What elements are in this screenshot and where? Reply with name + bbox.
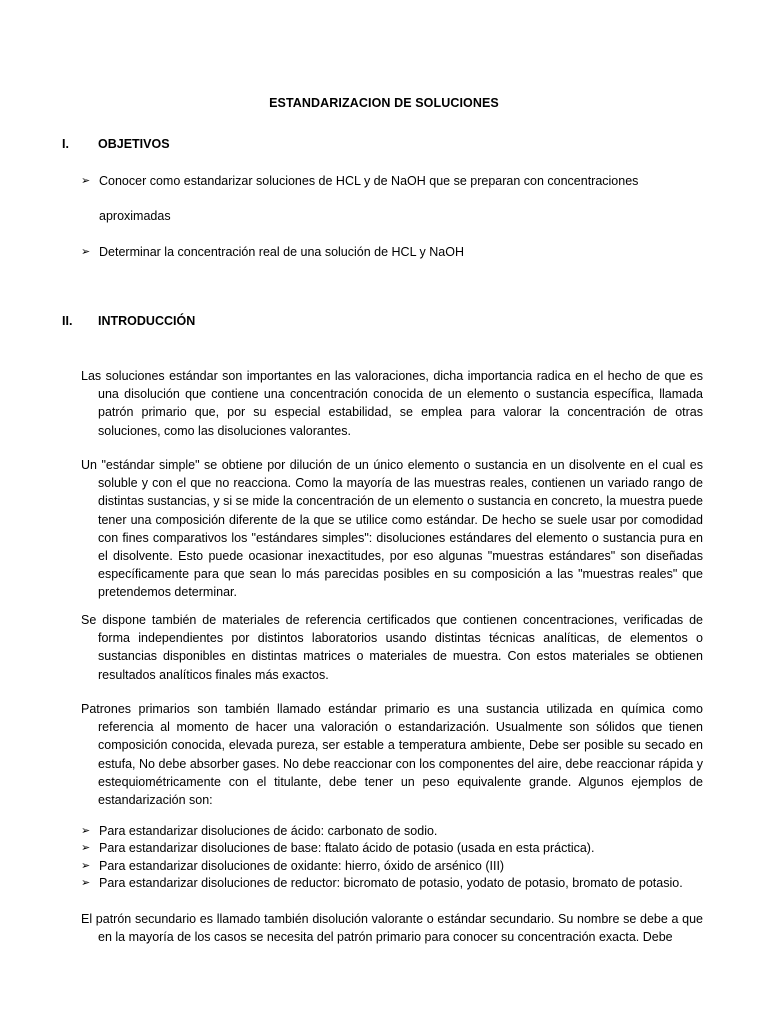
section-number: II. bbox=[62, 314, 73, 328]
closing-paragraph: El patrón secundario es llamado también disolución valorante o estándar secundario. Su nombre se debe a que en la mayoría de los casos se necesita del patrón primario para conocer su concentración exacta. Debe bbox=[81, 912, 703, 945]
arrow-bullet-icon: ➢ bbox=[81, 877, 91, 889]
example-text: Para estandarizar disoluciones de base: ftalato ácido de potasio (usada en esta práctica). bbox=[99, 841, 595, 855]
arrow-bullet-icon: ➢ bbox=[81, 175, 91, 187]
section-heading-objetivos bbox=[62, 137, 170, 151]
objective-text: Determinar la concentración real de una solución de HCL y NaOH bbox=[99, 245, 464, 259]
section-title: OBJETIVOS bbox=[98, 137, 170, 151]
objective-continuation: aproximadas bbox=[99, 209, 171, 223]
example-text: Para estandarizar disoluciones de oxidante: hierro, óxido de arsénico (III) bbox=[99, 859, 505, 873]
section-heading-introduccion bbox=[62, 314, 195, 328]
objective-text: Conocer como estandarizar soluciones de HCL y de NaOH que se preparan con concentraciones bbox=[99, 174, 639, 188]
section-number: I. bbox=[62, 137, 69, 151]
intro-paragraph: Las soluciones estándar son importantes en las valoraciones, dicha importancia radica en el hecho de que es una disolución que contiene una concentración conocida de un elemento o sustancia específica, llamada patrón primario que, por su especial estabilidad, se emplea para valorar la concentración de otras soluciones, como las disoluciones valorantes. bbox=[81, 369, 703, 438]
intro-paragraph: Un "estándar simple" se obtiene por dilución de un único elemento o sustancia en un disolvente en el cual es soluble y con el que no reacciona. Como la mayoría de las muestras reales, contienen un variado rango de distintas sustancias, y si se mide la concentración de un elemento o sustancia en concreto, la muestra puede tener una composición diferente de la que se utilice como estándar. De hecho se suele usar por comodidad con fines comparativos los "estándares simples": disoluciones estándares del elemento o sustancia pura en el disolvente. Esto puede ocasionar inexactitudes, por eso algunas "muestras estándares" son diseñadas específicamente para que sean lo más parecidas posibles en su composición a las "muestras reales" que pretendemos determinar. bbox=[81, 458, 703, 600]
intro-paragraph: Patrones primarios son también llamado estándar primario es una sustancia utilizada en química como referencia al momento de hacer una valoración o estandarización. Usualmente son sólidos que tienen composición conocida, elevada pureza, ser estable a temperatura ambiente, Debe ser posible su secado en estufa, No debe absorber gases. No debe reaccionar con los componentes del aire, debe reaccionar rápida y estequiométricamente con el titulante, debe tener un peso equivalente grande. Algunos ejemplos de estandarización son: bbox=[81, 702, 703, 808]
arrow-bullet-icon: ➢ bbox=[81, 825, 91, 837]
example-text: Para estandarizar disoluciones de reductor: bicromato de potasio, yodato de potasio, bromato de potasio. bbox=[99, 876, 683, 890]
arrow-bullet-icon: ➢ bbox=[81, 246, 91, 258]
arrow-bullet-icon: ➢ bbox=[81, 842, 91, 854]
section-title: INTRODUCCIÓN bbox=[98, 314, 196, 328]
example-text: Para estandarizar disoluciones de ácido: carbonato de sodio. bbox=[99, 824, 438, 838]
intro-paragraph: Se dispone también de materiales de referencia certificados que contienen concentraciones, verificadas de forma independientes por distintos laboratorios usando distintas técnicas analíticas, de elementos o sustancias disponibles en distintas matrices o materiales de muestra. Con estos materiales se obtienen resultados analíticos finales más exactos. bbox=[81, 613, 703, 682]
arrow-bullet-icon: ➢ bbox=[81, 860, 91, 872]
document-title: ESTANDARIZACION DE SOLUCIONES bbox=[269, 96, 499, 110]
